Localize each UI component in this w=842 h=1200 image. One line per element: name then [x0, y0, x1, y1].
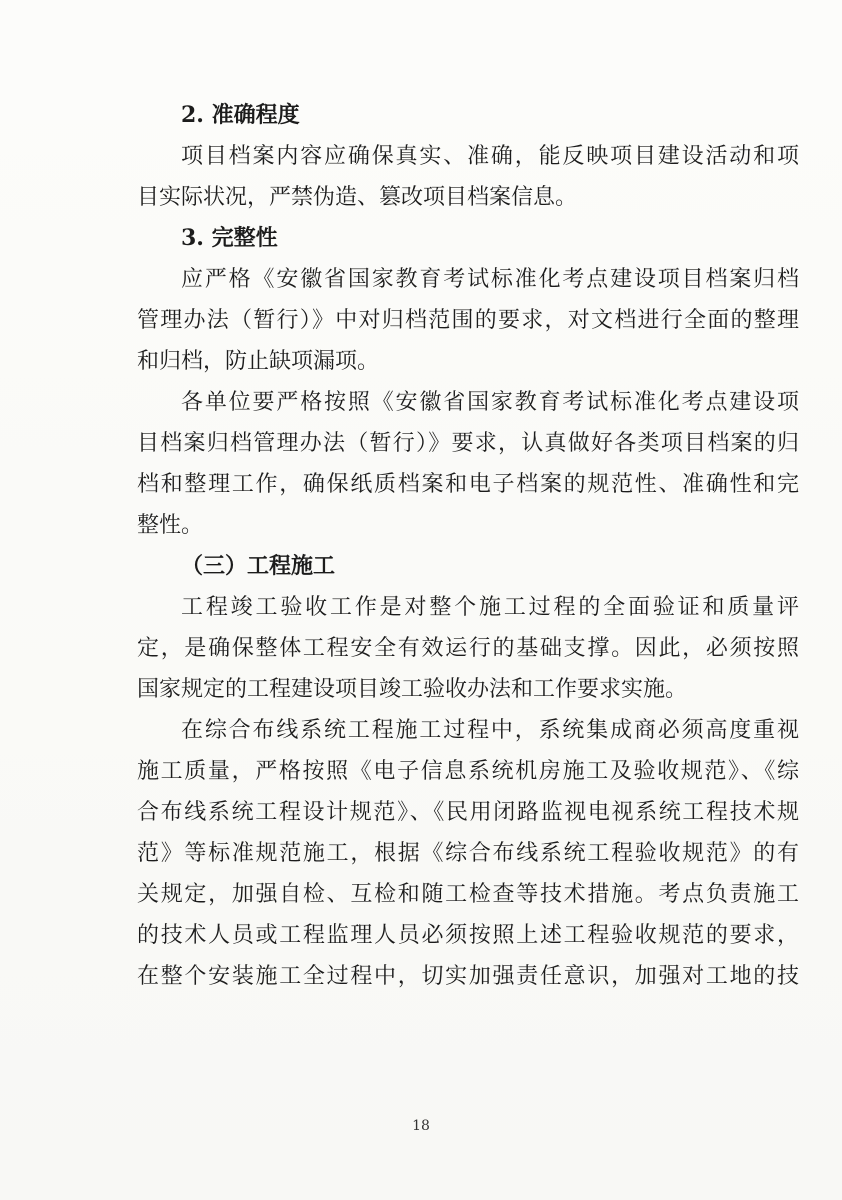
text-line: 在综合布线系统工程施工过程中，系统集成商必须高度重视 [181, 718, 799, 743]
text-line: 项目档案内容应确保真实、准确，能反映项目建设活动和项 [181, 144, 799, 169]
text-line: 施工质量，严格按照《电子信息系统机房施工及验收规范》、《综 [137, 759, 799, 784]
text-line: 定，是确保整体工程安全有效运行的基础支撑。因此，必须按照 [137, 636, 799, 661]
text-line: 目实际状况，严禁伪造、篡改项目档案信息。 [137, 185, 578, 210]
text-line: 工程竣工验收工作是对整个施工过程的全面验证和质量评 [181, 595, 799, 620]
section-heading: （三）工程施工 [181, 553, 336, 579]
text-line: 范》等标准规范施工，根据《综合布线系统工程验收规范》的有 [137, 841, 799, 866]
page-number: 18 [412, 1118, 430, 1134]
text-line: 目档案归档管理办法（暂行）》要求，认真做好各类项目档案的归 [137, 431, 799, 456]
text-line: 在整个安装施工全过程中，切实加强责任意识，加强对工地的技 [137, 964, 799, 989]
text-line: 管理办法（暂行）》中对归档范围的要求，对文档进行全面的整理 [137, 308, 799, 333]
text-line: 整性。 [137, 513, 204, 538]
text-line: 和归档，防止缺项漏项。 [137, 349, 380, 374]
section-heading: 2. 准确程度 [181, 102, 300, 128]
text-line: 关规定，加强自检、互检和随工检查等技术措施。考点负责施工 [137, 882, 799, 907]
text-line: 档和整理工作，确保纸质档案和电子档案的规范性、准确性和完 [137, 472, 799, 497]
text-line: 合布线系统工程设计规范》、《民用闭路监视电视系统工程技术规 [137, 800, 799, 825]
text-line: 国家规定的工程建设项目竣工验收办法和工作要求实施。 [137, 677, 688, 702]
text-line: 各单位要严格按照《安徽省国家教育考试标准化考点建设项 [181, 390, 799, 415]
section-heading: 3. 完整性 [181, 225, 278, 251]
text-line: 的技术人员或工程监理人员必须按照上述工程验收规范的要求， [137, 923, 799, 948]
document-body [137, 95, 799, 997]
text-line: 应严格《安徽省国家教育考试标准化考点建设项目档案归档 [181, 267, 799, 292]
